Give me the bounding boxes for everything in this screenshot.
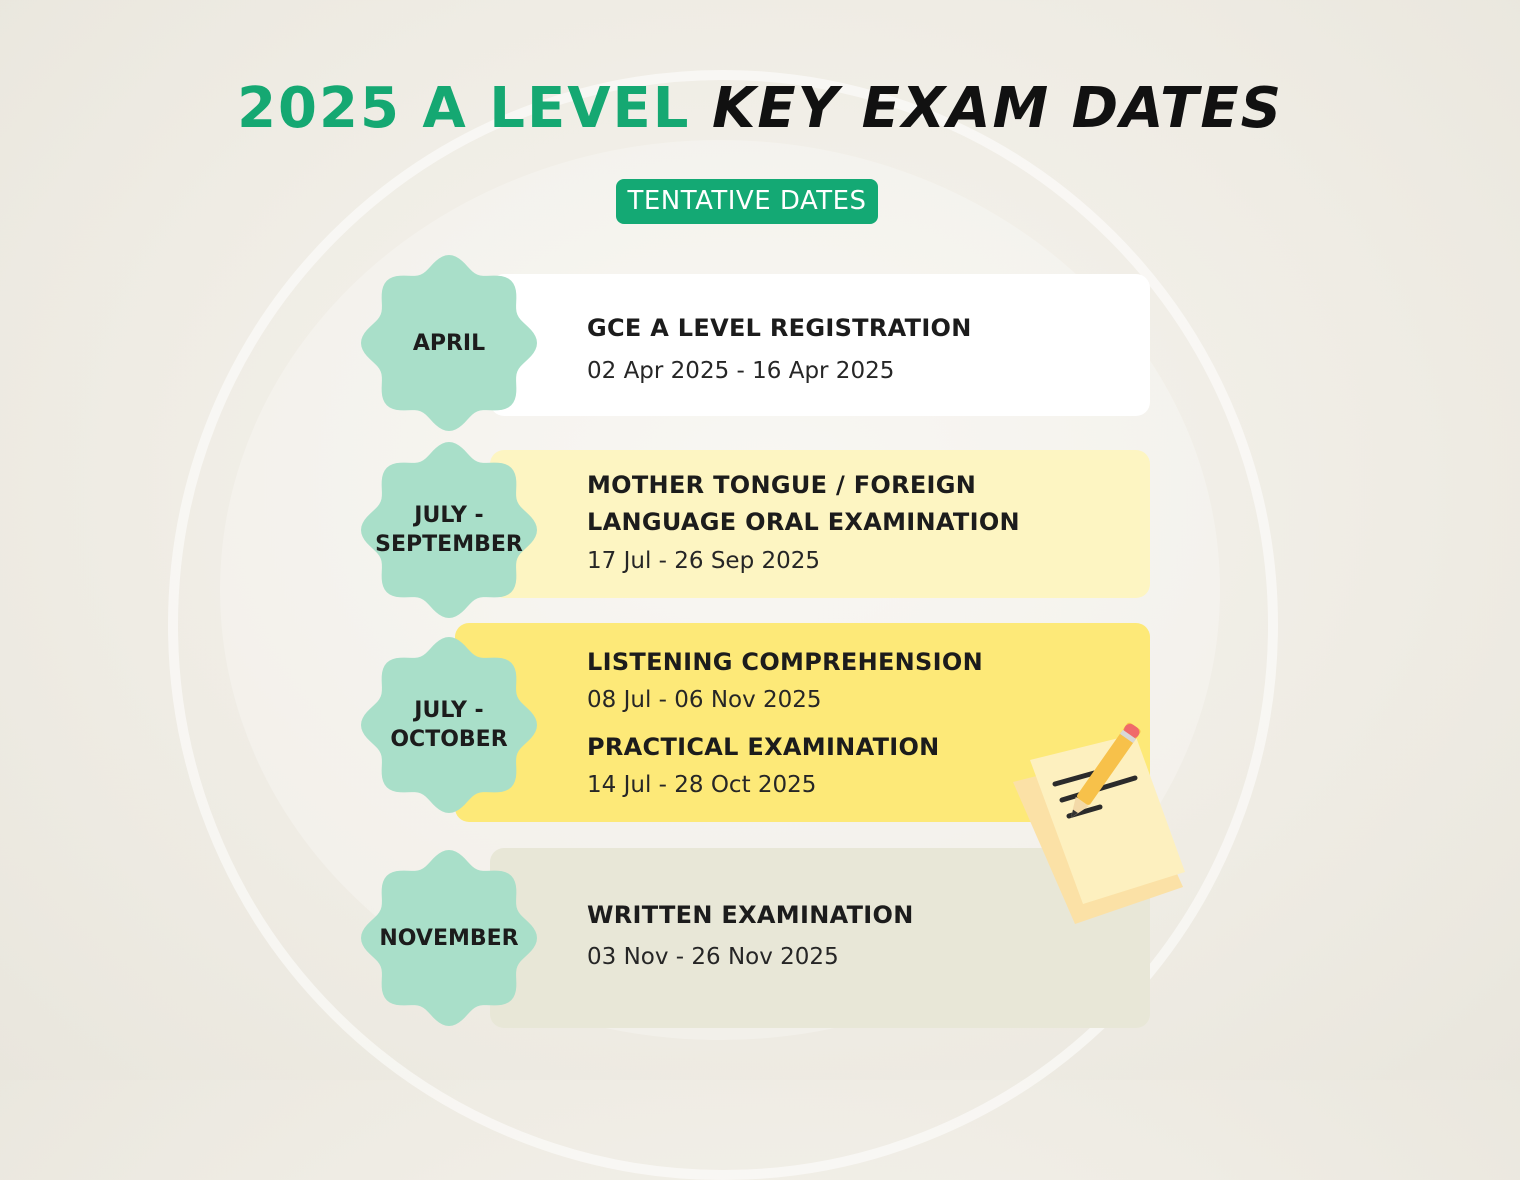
month-badge-april bbox=[360, 254, 538, 432]
event-heading-line1: MOTHER TONGUE / FOREIGN bbox=[587, 471, 977, 499]
event-heading: WRITTEN EXAMINATION bbox=[587, 901, 914, 929]
event-heading-practical: PRACTICAL EXAMINATION bbox=[587, 733, 940, 761]
event-card-july-september bbox=[490, 450, 1150, 598]
event-heading-listening: LISTENING COMPREHENSION bbox=[587, 648, 983, 676]
month-badge-july-october bbox=[360, 636, 538, 814]
title-year-level: 2025 A LEVEL bbox=[237, 76, 691, 141]
month-label: APRIL bbox=[412, 330, 486, 356]
event-dates-listening: 08 Jul - 06 Nov 2025 bbox=[587, 687, 822, 713]
event-card-april bbox=[490, 274, 1150, 416]
month-label: NOVEMBER bbox=[379, 925, 519, 951]
month-label: JULY - OCTOBER bbox=[390, 698, 508, 752]
month-badge-july-september bbox=[360, 441, 538, 619]
tentative-dates-badge: TENTATIVE DATES bbox=[616, 179, 878, 224]
title-key-exam-dates: KEY EXAM DATES bbox=[711, 76, 1283, 141]
event-dates: 17 Jul - 26 Sep 2025 bbox=[587, 548, 821, 574]
event-dates: 02 Apr 2025 - 16 Apr 2025 bbox=[587, 358, 895, 384]
notepad-pencil-icon bbox=[1005, 712, 1195, 932]
month-badge-november bbox=[360, 849, 538, 1027]
event-heading-line2: LANGUAGE ORAL EXAMINATION bbox=[587, 508, 1020, 536]
event-heading: GCE A LEVEL REGISTRATION bbox=[587, 314, 972, 342]
page-title bbox=[0, 76, 1520, 141]
event-dates-practical: 14 Jul - 28 Oct 2025 bbox=[587, 772, 817, 798]
month-label: JULY - SEPTEMBER bbox=[375, 503, 523, 557]
event-dates: 03 Nov - 26 Nov 2025 bbox=[587, 944, 839, 970]
